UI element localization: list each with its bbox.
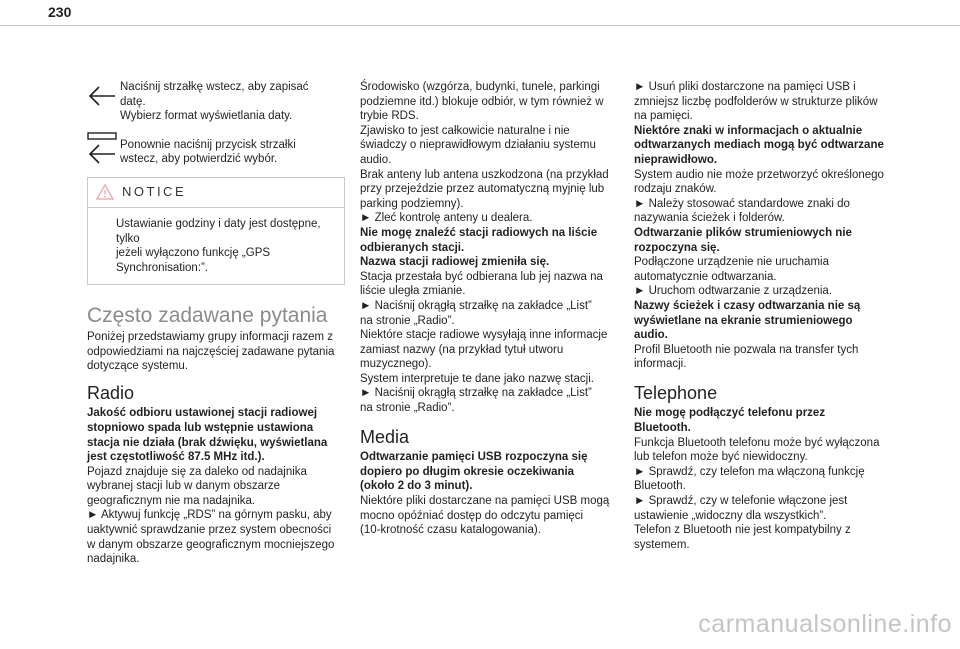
faq-heading: Często zadawane pytania xyxy=(87,304,328,328)
column-3 xyxy=(634,80,892,552)
answer-5 xyxy=(634,168,892,226)
text-line: automatycznie odtwarzania. xyxy=(634,270,777,283)
notice-title: NOTICE xyxy=(122,183,187,199)
text-line: zamiast nazwy (na przykład tytuł utworu xyxy=(360,343,564,356)
notice-header xyxy=(88,178,344,208)
question-1 xyxy=(87,406,345,464)
text-line: dotyczące systemu. xyxy=(87,360,188,373)
question-7 xyxy=(634,299,892,343)
question-6 xyxy=(634,226,892,255)
text-line: uaktywnić sprawdzanie przez system obecności xyxy=(87,524,332,537)
step-lines xyxy=(120,80,345,124)
text-line: odbieranych stacji. xyxy=(360,241,465,254)
text-line: informacji. xyxy=(634,358,687,371)
text-line: ► Sprawdź, czy w telefonie włączone jest xyxy=(634,495,848,508)
column-2 xyxy=(360,80,618,538)
text-line: ► Naciśnij okrągłą strzałkę na zakładce „List” xyxy=(360,387,592,400)
text-line: świadczy o nieprawidłowym działaniu systemu xyxy=(360,139,596,152)
text-line: Niektóre stacje radiowe wysyłają inne informacje xyxy=(360,329,608,342)
notice-text xyxy=(88,208,344,284)
text-line: wyświetlane na ekranie strumieniowego xyxy=(634,314,853,327)
text-line: Wybierz format wyświetlania daty. xyxy=(120,110,293,123)
answer-7 xyxy=(634,343,892,372)
text-line: parking podziemny). xyxy=(360,197,464,210)
text-line: Niektóre znaki w informacjach o aktualnie xyxy=(634,124,863,137)
question-3 xyxy=(360,255,618,270)
text-line: Jakość odbioru ustawionej stacji radiowej xyxy=(87,407,318,420)
text-line: ► Aktywuj funkcję „RDS” na górnym pasku, aby xyxy=(87,509,332,522)
text-line: rozpoczyna się. xyxy=(634,241,720,254)
radio-heading: Radio xyxy=(87,382,135,403)
text-line: Bluetooth. xyxy=(634,422,691,435)
answer-6 xyxy=(634,255,892,299)
text-line: System audio nie może przetworzyć określonego xyxy=(634,168,884,181)
text-line: Profil Bluetooth nie pozwala na transfer tych xyxy=(634,343,859,356)
text-line: w danym obszarze geograficznym mocniejszego xyxy=(87,538,335,551)
text-line: dopiero po długim okresie oczekiwania xyxy=(360,465,575,478)
text-line: Ustawianie godziny i daty jest dostępne, tylko xyxy=(116,217,321,245)
text-line: Funkcja Bluetooth telefonu może być wyłączona xyxy=(634,436,880,449)
text-line: Telefon z Bluetooth nie jest kompatybilny z xyxy=(634,524,851,537)
text-line: (około 2 do 3 minut). xyxy=(360,480,473,493)
text-line: nazywania ścieżek i folderów. xyxy=(634,212,785,225)
text-line: audio. xyxy=(360,153,392,166)
text-line: stacja nie działa (brak dźwięku, wyświetlana xyxy=(87,436,328,449)
text-line: jest częstotliwość 87.5 MHz itd.). xyxy=(87,451,265,464)
text-line: wybranej stacji lub w danym obszarze xyxy=(87,480,281,493)
text-line: przy przejeździe przez automatyczną myjnię lub xyxy=(360,183,605,196)
text-line: Poniżej przedstawiamy grupy informacji razem z xyxy=(87,330,334,343)
text-line: Odtwarzanie pamięci USB rozpoczyna się xyxy=(360,451,588,464)
question-5 xyxy=(634,124,892,168)
step-lines xyxy=(120,138,345,167)
answer-1 xyxy=(87,465,345,567)
telephone-heading: Telephone xyxy=(634,382,718,403)
text-line: lub telefon może być niewidoczny. xyxy=(634,451,808,464)
media-heading: Media xyxy=(360,426,410,447)
text-line: Środowisko (wzgórza, budynki, tunele, parkingi xyxy=(360,81,600,93)
back-arrow-icon xyxy=(87,143,117,165)
text-line: Nie mogę znaleźć stacji radiowych na liście xyxy=(360,226,598,239)
text-line: stopniowo spada lub wstępnie ustawiona xyxy=(87,421,314,434)
top-divider xyxy=(0,25,960,26)
text-line: audio. xyxy=(634,329,668,342)
question-4 xyxy=(360,450,618,494)
answer-4 xyxy=(360,494,618,538)
paragraph-reception xyxy=(360,80,618,226)
text-line: na stronie „Radio”. xyxy=(360,314,455,327)
notice-box xyxy=(87,177,345,285)
text-line: ► Sprawdź, czy telefon ma włączoną funkcję xyxy=(634,465,865,478)
text-line: Naciśnij strzałkę wstecz, aby zapisać xyxy=(120,81,309,93)
text-line: systemem. xyxy=(634,538,690,551)
text-line: na stronie „Radio”. xyxy=(360,402,455,415)
text-line: Stacja przestała być odbierana lub jej nazwa na xyxy=(360,270,603,283)
watermark: carmanualsonline.info xyxy=(698,610,952,638)
text-line: datę. xyxy=(120,95,146,108)
text-line: Bluetooth. xyxy=(634,480,686,493)
answer-8 xyxy=(634,436,892,553)
text-line: ► Usuń pliki dostarczone na pamięci USB i xyxy=(634,81,856,93)
text-line: odpowiedziami na najczęściej zadawane pytania xyxy=(87,345,335,358)
text-line: ► Uruchom odtwarzanie z urządzenia. xyxy=(634,285,833,298)
text-line: Nazwy ścieżek i czasy odtwarzania nie są xyxy=(634,299,861,312)
text-line: System interpretuje te dane jako nazwę stacji. xyxy=(360,372,594,385)
text-line: ► Naciśnij okrągłą strzałkę na zakładce „List” xyxy=(360,299,592,312)
text-line: (10-krotność czasu katalogowania). xyxy=(360,524,541,537)
text-line: na pamięci. xyxy=(634,110,693,123)
page-number: 230 xyxy=(48,4,72,20)
text-line: ► Należy stosować standardowe znaki do xyxy=(634,197,850,210)
text-line: zmniejsz liczbę podfolderów w strukturze plików xyxy=(634,95,878,108)
text-line: Pojazd znajduje się za daleko od nadajnika xyxy=(87,465,307,478)
text-line: podziemne itd.) blokuje odbiór, w tym również w xyxy=(360,95,604,108)
text-line: odtwarzanych mediach mogą być odtwarzane xyxy=(634,139,884,152)
text-line: trybie RDS. xyxy=(360,110,419,123)
text-line: Podłączone urządzenie nie uruchamia xyxy=(634,256,829,269)
text-line: Brak anteny lub antena uszkodzona (na przykład xyxy=(360,168,609,181)
text-line: rodzaju znaków. xyxy=(634,183,717,196)
faq-intro xyxy=(87,330,345,374)
text-line: Odtwarzanie plików strumieniowych nie xyxy=(634,226,852,239)
step-save-date xyxy=(87,80,345,124)
text-line: wstecz, aby potwierdzić wybór. xyxy=(120,153,278,166)
back-arrow-icon xyxy=(87,85,117,107)
question-2 xyxy=(360,226,618,255)
text-line: muzycznego). xyxy=(360,358,432,371)
text-line: nieprawidłowo. xyxy=(634,153,718,166)
paragraph-usb xyxy=(634,80,892,124)
text-line: ustawienie „widoczny dla wszystkich”. xyxy=(634,509,827,522)
text-line: ► Zleć kontrolę anteny u dealera. xyxy=(360,212,533,225)
text-line: liście uległa zmianie. xyxy=(360,285,466,298)
column-1 xyxy=(87,80,345,567)
text-line: jeżeli wyłączono funkcję „GPS xyxy=(116,247,271,260)
text-line: Zjawisko to jest całkowicie naturalne i nie xyxy=(360,124,570,137)
text-line: Niektóre pliki dostarczane na pamięci USB mogą xyxy=(360,495,610,508)
question-8 xyxy=(634,406,892,435)
text-line: mocno opóźniać dostęp do odczytu pamięci xyxy=(360,509,584,522)
text-line: geograficznym nie ma nadajnika. xyxy=(87,494,256,507)
text-line: Synchronisation:”. xyxy=(116,261,209,274)
text-line: Nie mogę podłączyć telefonu przez xyxy=(634,407,826,420)
step-confirm xyxy=(87,138,345,167)
text-line: nadajnika. xyxy=(87,553,140,566)
text-line: Nazwa stacji radiowej zmieniła się. xyxy=(360,256,550,269)
answer-3 xyxy=(360,270,618,416)
text-line: Ponownie naciśnij przycisk strzałki xyxy=(120,138,296,151)
warning-icon xyxy=(96,184,114,200)
